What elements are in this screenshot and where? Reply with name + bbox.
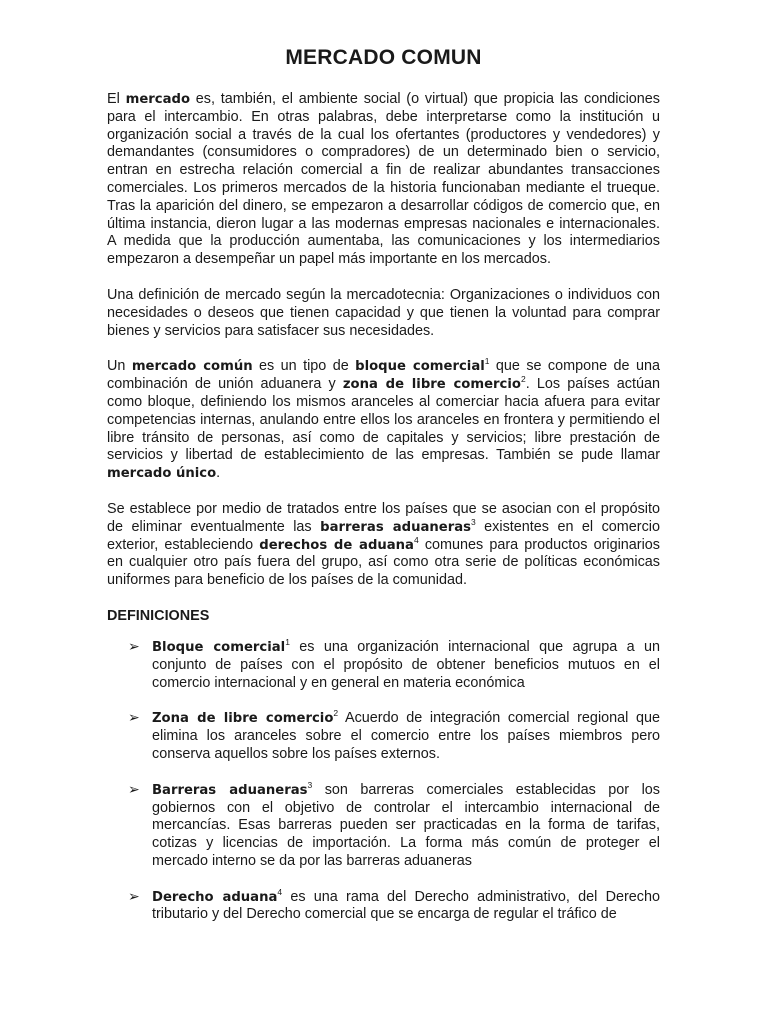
- footnote-mark: 2: [333, 708, 339, 719]
- definition-text: es una rama del Derecho administrativo, del Derecho tributario y del Derecho comercial que se encarga de regular el tráfico de: [152, 888, 661, 923]
- footnote-mark: 4: [277, 886, 283, 897]
- text-run: . Los países actúan como bloque, definiendo los mismos aranceles al comerciar hacia afuera para evitar competencias internas, anulando entre ellos los aranceles en frontera y permitiendo el libre tránsito de personas, así como de capitales y servicios; libre prestación de servicios y libertad de establecimiento de las empresas. También se pude llamar: [107, 376, 660, 464]
- text-run: Un: [107, 358, 132, 375]
- definition-barreras-aduaneras: [107, 779, 660, 871]
- text-run: que se compone de una combinación de unión aduanera y: [107, 358, 660, 393]
- footnote-ref-2: 2: [520, 374, 526, 385]
- arrow-bullet-icon: ➢: [128, 888, 140, 905]
- text-run: es un tipo de: [252, 358, 356, 375]
- text-run: es, también, el ambiente social (o virtual) que propicia las condiciones para el intercambio. En otras palabras, debe interpretarse como la institución u organización social a través de la cual los ofertantes (productores y vendedores) y demandantes (consumidores o compradores) de un determinado bien o servicio, entran en estrecha relación comercial a fin de realizar abundantes transacciones comerciales. Los primeros mercados de la historia funcionaban mediante el trueque. Tras la aparición del dinero, se empezaron a desarrollar códigos de comercio que, en última instancia, dieron lugar a las modernas empresas nacionales e internacionales. A medida que la producción aumentaba, las comunicaciones y los intermediarios empezaron a desempeñar un papel más importante en los mercados.: [107, 91, 661, 268]
- definition-bloque-comercial: [107, 639, 660, 692]
- definitions-heading: DEFINICIONES: [107, 607, 210, 624]
- footnote-ref-3: 3: [470, 516, 476, 527]
- definition-text: son barreras comerciales establecidas por los gobiernos con el objetivo de controlar el intercambio internacional de mercancías. Esas barreras pueden ser practicadas en la forma de tarifas, cotizas y licencias de importación. La forma más común de proteger el mercado interno se da por las barreras aduaneras: [152, 781, 660, 869]
- definition-text: Acuerdo de integración comercial regional que elimina los aranceles sobre el comercio entre los países miembros pero conserva aquellos sobre los países externos.: [152, 710, 660, 762]
- document-page: [107, 46, 660, 942]
- paragraph-definicion: Una definición de mercado según la mercadotecnia: Organizaciones o individuos con necesidades o deseos que tienen capacidad y que tienen la voluntad para comprar bienes y servicios para satisfacer sus necesidades.: [107, 286, 660, 339]
- definition-term: Zona de libre comercio: [152, 711, 334, 727]
- text-run: comunes para productos originarios en cualquier otro país fuera del grupo, así como otra serie de políticas económicas uniformes para beneficio de los países de la comunidad.: [107, 536, 660, 589]
- arrow-bullet-icon: ➢: [128, 781, 140, 798]
- document-title: MERCADO COMUN: [285, 46, 482, 69]
- keyword-mercado-comun: mercado común: [131, 359, 253, 375]
- text-run: Se establece por medio de tratados entre los países que se asocian con el propósito de eliminar eventualmente las: [107, 500, 660, 535]
- footnote-ref-4: 4: [413, 534, 419, 545]
- text-run: El: [107, 91, 126, 107]
- text-run: existentes en el comercio exterior, estableciendo: [107, 518, 660, 553]
- definition-text: es una organización internacional que agrupa a un conjunto de países con el propósito de obtener beneficios mutuos en el comercio internacional y en general en materia económica: [152, 638, 660, 691]
- definition-zona-libre-comercio: [107, 710, 660, 763]
- footnote-mark: 3: [307, 779, 313, 790]
- footnote-mark: 1: [285, 637, 290, 648]
- definition-term: Bloque comercial: [152, 639, 286, 655]
- definitions-list: [107, 639, 660, 924]
- arrow-bullet-icon: ➢: [128, 638, 140, 655]
- footnote-ref-1: 1: [484, 356, 490, 367]
- text-run: .: [216, 465, 221, 482]
- keyword-bloque-comercial: bloque comercial: [355, 359, 485, 375]
- keyword-mercado-unico: mercado único: [107, 466, 217, 482]
- paragraph-tratados: [107, 501, 660, 590]
- arrow-bullet-icon: ➢: [128, 710, 140, 727]
- keyword-barreras-aduaneras: barreras aduaneras: [320, 519, 471, 535]
- keyword-derechos-aduana: derechos de aduana: [259, 537, 414, 553]
- keyword-mercado: mercado: [125, 92, 190, 107]
- paragraph-mercado-comun: [107, 358, 660, 483]
- definition-term: Barreras aduaneras: [152, 782, 308, 798]
- definition-derecho-aduana: [107, 886, 661, 925]
- definition-term: Derecho aduana: [152, 889, 278, 905]
- paragraph-mercado: [107, 91, 660, 269]
- keyword-zona-libre-comercio: zona de libre comercio: [342, 377, 521, 393]
